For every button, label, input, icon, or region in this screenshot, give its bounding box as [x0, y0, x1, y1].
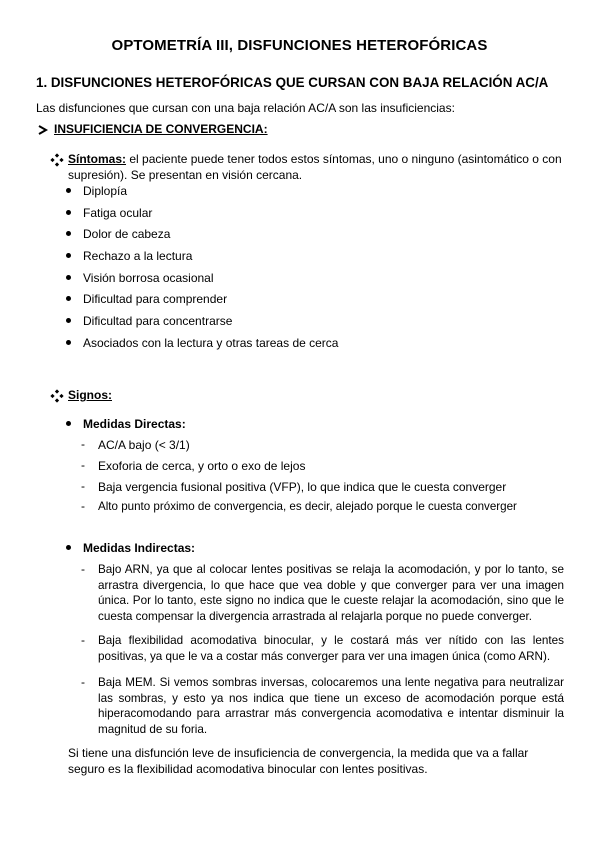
signos-label: Signos: [68, 388, 112, 402]
list-bullet [66, 296, 71, 301]
medidas-directas-label: Medidas Directas: [83, 417, 186, 431]
dash-bullet: - [81, 479, 85, 493]
list-item: Exoforia de cerca, y orto o exo de lejos [98, 459, 306, 473]
list-bullet [66, 188, 71, 193]
medidas-indirectas-label: Medidas Indirectas: [83, 541, 196, 555]
dash-bullet: - [81, 437, 85, 451]
list-item: Asociados con la lectura y otras tareas de cerca [83, 336, 339, 350]
list-item: Bajo ARN, ya que al colocar lentes positivas se relaja la acomodación, y por lo tanto, se arrastra divergencia, lo que hace que vea doble y que converger para ver una imagen única. Por lo tanto, este signo no indica que le cueste relajar la acomodación, sino que le cuesta compensar la divergencia arrastrada al relajarla porque no puede converger. [98, 563, 564, 623]
list-bullet [66, 231, 71, 236]
list-item: Diplopía [83, 184, 128, 198]
list-bullet [66, 545, 71, 550]
list-item: Baja vergencia fusional positiva (VFP), lo que indica que le cuesta converger [98, 480, 507, 494]
subheading-insuficiencia: INSUFICIENCIA DE CONVERGENCIA: [54, 122, 268, 136]
list-bullet [66, 318, 71, 323]
list-item: Baja flexibilidad acomodativa binocular, y le costará más ver nítido con las lentes positivas, ya que le va a costar más converger para ver una imagen única (como ARN). [98, 634, 564, 663]
arrow-bullet-icon [38, 125, 48, 135]
list-item: Rechazo a la lectura [83, 249, 193, 263]
list-bullet [66, 253, 71, 258]
list-item: Alto punto próximo de convergencia, es decir, alejado porque le cuesta converger [98, 500, 517, 513]
list-bullet [66, 421, 71, 426]
diamond-bullet-icon [51, 154, 63, 166]
dash-bullet: - [81, 458, 85, 472]
list-bullet [66, 210, 71, 215]
list-item: Visión borrosa ocasional [83, 271, 214, 285]
sintomas-paragraph [68, 151, 568, 183]
intro-paragraph: Las disfunciones que cursan con una baja relación AC/A son las insuficiencias: [36, 101, 455, 115]
list-item: Dificultad para concentrarse [83, 314, 233, 328]
section-heading: 1. DISFUNCIONES HETEROFÓRICAS QUE CURSAN CON BAJA RELACIÓN AC/A [36, 75, 549, 90]
list-item: Dificultad para comprender [83, 292, 228, 306]
list-bullet [66, 275, 71, 280]
sintomas-text: el paciente puede tener todos estos síntomas, uno o ninguno (asintomático o con supresión). Se presentan en visión cercana. [68, 152, 562, 182]
document-title: OPTOMETRÍA III, DISFUNCIONES HETEROFÓRICAS [111, 37, 488, 54]
dash-bullet: - [81, 633, 85, 647]
list-bullet [66, 340, 71, 345]
closing-paragraph: Si tiene una disfunción leve de insuficiencia de convergencia, la medida que va a fallar seguro es la flexibilidad acomodativa binocular con lentes positivas. [68, 746, 529, 776]
sintomas-label: Síntomas: [68, 152, 127, 166]
diamond-bullet-icon [51, 390, 63, 402]
list-item: Fatiga ocular [83, 206, 153, 220]
list-item: Baja MEM. Si vemos sombras inversas, colocaremos una lente negativa para neutralizar las sombras, y esto ya nos indica que tiene un exceso de acomodación porque está hiperacomodando para arrastrar más convergencia acomodativa e intentar disminuir la magnitud de su foria. [98, 676, 564, 736]
dash-bullet: - [81, 675, 85, 689]
dash-bullet: - [81, 562, 85, 576]
list-item: Dolor de cabeza [83, 227, 171, 241]
dash-bullet: - [81, 499, 85, 513]
list-item: AC/A bajo (< 3/1) [98, 438, 190, 452]
